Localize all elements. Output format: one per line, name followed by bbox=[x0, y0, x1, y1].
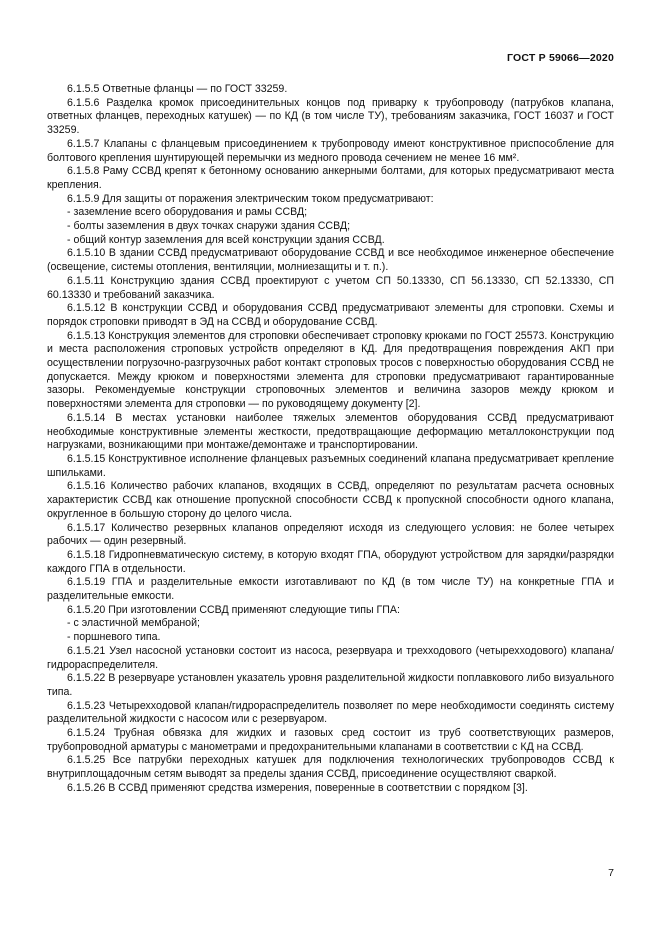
paragraph: 6.1.5.5 Ответные фланцы — по ГОСТ 33259. bbox=[67, 83, 288, 95]
document-body bbox=[47, 83, 614, 796]
paragraph: 6.1.5.8 Раму ССВД крепят к бетонному основанию анкерными болтами, для которых предусматривают места крепления. bbox=[47, 165, 614, 191]
paragraph: 6.1.5.13 Конструкция элементов для строповки обеспечивает строповку крюками по ГОСТ 25573. Конструкцию и места расположения строповых устройств определяют в КД. Для предотвращения повреждения АКП при осуществлении погрузочно-разгрузочных работ контакт строповых тросов с поверхностью оборудования ССВД не допускается. Между крюком и поверхностями элемента для строповки предусматривают гарантированные зазоры. Рекомендуемые конструкции строповочных элементов и величина зазоров между крюком и поверхностями элемента для строповки — по руководящему документу [2]. bbox=[47, 329, 614, 411]
paragraph: 6.1.5.20 При изготовлении ССВД применяют следующие типы ГПА: bbox=[67, 603, 400, 616]
page-number: 7 bbox=[608, 867, 614, 879]
paragraph: 6.1.5.17 Количество резервных клапанов определяют исходя из следующего условия: не более четырех рабочих — один резервный. bbox=[47, 521, 614, 548]
paragraph: 6.1.5.21 Узел насосной установки состоит из насоса, резервуара и трехходового (четырехходового) клапана/гидрораспределителя. bbox=[47, 644, 614, 671]
paragraph: 6.1.5.18 Гидропневматическую систему, в которую входят ГПА, оборудуют устройством для зарядки/разрядки каждого ГПА в отдельности. bbox=[47, 548, 614, 575]
paragraph: 6.1.5.26 В ССВД применяют средства измерения, поверенные в соответствии с порядком [3]. bbox=[67, 781, 528, 794]
paragraph: 6.1.5.22 В резервуаре установлен указатель уровня разделительной жидкости поплавкового либо визуального типа. bbox=[47, 672, 614, 698]
paragraph: 6.1.5.16 Количество рабочих клапанов, входящих в ССВД, определяют по результатам расчета основных характеристик ССВД как отношение пропускной способности ССВД к пропускной способности одного клапана, округленное в большую сторону до целого числа. bbox=[47, 480, 614, 520]
paragraph: 6.1.5.10 В здании ССВД предусматривают оборудование ССВД и все необходимое инженерное обеспечение (освещение, системы отопления, вентиляции, молниезащиты и т. п.). bbox=[47, 247, 614, 274]
list-item: - с эластичной мембраной; bbox=[67, 617, 200, 630]
paragraph: 6.1.5.14 В местах установки наиболее тяжелых элементов оборудования ССВД предусматривают необходимые конструктивные элементы жесткости, предотвращающие деформацию металлоконструкции под нагрузками, возникающими при монтаже/демонтаже и транспортировании. bbox=[47, 411, 614, 452]
paragraph: 6.1.5.19 ГПА и разделительные емкости изготавливают по КД (в том числе ТУ) на конкретные ГПА и разделительные емкости. bbox=[47, 576, 614, 603]
doc-header bbox=[47, 52, 614, 64]
paragraph: 6.1.5.15 Конструктивное исполнение фланцевых разъемных соединений клапана предусматривает крепление шпильками. bbox=[47, 452, 614, 479]
paragraph: 6.1.5.9 Для защиты от поражения электрическим током предусматривают: bbox=[67, 192, 434, 205]
doc-footer bbox=[608, 867, 614, 879]
paragraph: 6.1.5.6 Разделка кромок присоединительных концов под приварку к трубопроводу (патрубков клапана, ответных фланцев, переходных катушек) — по КД (в том числе ТУ), требованиям заказчика, ГОСТ 16037 и ГОСТ 33259. bbox=[47, 96, 614, 137]
paragraph: 6.1.5.11 Конструкцию здания ССВД проектируют с учетом СП 50.13330, СП 56.13330, СП 52.13330, СП 60.13330 и требований заказчика. bbox=[47, 274, 614, 301]
doc-number: ГОСТ Р 59066—2020 bbox=[506, 52, 614, 64]
list-item: - болты заземления в двух точках снаружи здания ССВД; bbox=[67, 220, 351, 233]
list-item: - поршневого типа. bbox=[67, 631, 161, 644]
paragraph: 6.1.5.24 Трубная обвязка для жидких и газовых сред состоит из труб соответствующих размеров, трубопроводной арматуры с манометрами и предохранительными клапанами в соответствии с КД на ССВД. bbox=[47, 727, 614, 753]
paragraph: 6.1.5.23 Четырехходовой клапан/гидрораспределитель позволяет по мере необходимости соединять систему разделительной жидкости с насосом или с резервуаром. bbox=[47, 699, 614, 726]
list-item: - заземление всего оборудования и рамы ССВД; bbox=[67, 206, 308, 219]
list-item: - общий контур заземления для всей конструкции здания ССВД. bbox=[67, 233, 385, 246]
paragraph: 6.1.5.12 В конструкции ССВД и оборудования ССВД предусматривают элементы для строповки. Схемы и порядок строповки приводят в ЭД на ССВД и оборудование ССВД. bbox=[47, 302, 614, 328]
paragraph: 6.1.5.7 Клапаны с фланцевым присоединением к трубопроводу имеют конструктивное приспособление для болтового крепления шунтирующей перемычки из медного провода сечением не менее 16 мм². bbox=[47, 137, 614, 164]
paragraph: 6.1.5.25 Все патрубки переходных катушек для подключения технологических трубопроводов ССВД к внутриплощадочным сетям выводят за пределы здания ССВД, присоединение осуществляют сваркой. bbox=[47, 754, 614, 781]
